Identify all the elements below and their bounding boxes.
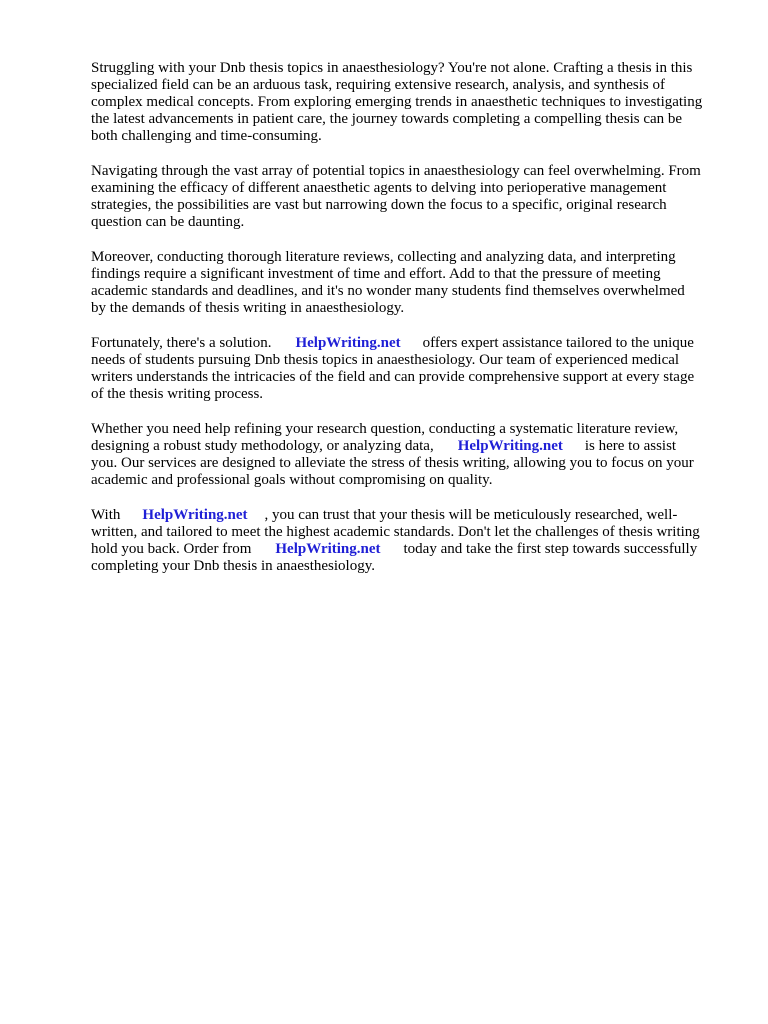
paragraph-closing xyxy=(91,507,731,575)
helpwriting-link[interactable]: HelpWriting.net xyxy=(275,541,381,557)
helpwriting-link[interactable]: HelpWriting.net xyxy=(142,507,248,523)
text-line xyxy=(91,507,731,524)
text-line: academic standards and deadlines, and it's no wonder many students find themselves overwhelmed xyxy=(91,283,685,299)
paragraph-topics xyxy=(91,163,731,231)
text-line: complex medical concepts. From exploring emerging trends in anaesthetic techniques to investigating xyxy=(91,94,703,110)
text-line: needs of students pursuing Dnb thesis topics in anaesthesiology. Our team of experienced medical xyxy=(91,352,680,368)
paragraph-literature xyxy=(91,249,731,317)
text-line: you. Our services are designed to alleviate the stress of thesis writing, allowing you to focus on your xyxy=(91,455,694,471)
text-line: completing your Dnb thesis in anaesthesiology. xyxy=(91,558,375,574)
paragraph-intro xyxy=(91,60,731,145)
text-line: written, and tailored to meet the highest academic standards. Don't let the challenges of thesis writing xyxy=(91,524,700,540)
text-segment: is here to assist xyxy=(584,438,677,454)
text-line: specialized field can be an arduous task, requiring extensive research, analysis, and synthesis of xyxy=(91,77,665,93)
text-line: examining the efficacy of different anaesthetic agents to delving into perioperative management xyxy=(91,180,667,196)
text-line: the latest advancements in patient care, the journey towards completing a compelling thesis can be xyxy=(91,111,683,127)
helpwriting-link[interactable]: HelpWriting.net xyxy=(295,335,401,351)
text-line xyxy=(91,541,731,558)
text-segment: Fortunately, there's a solution. xyxy=(91,335,272,351)
text-line: both challenging and time-consuming. xyxy=(91,128,322,144)
text-line: by the demands of thesis writing in anaesthesiology. xyxy=(91,300,405,316)
document-page xyxy=(91,60,731,593)
text-line: Moreover, conducting thorough literature reviews, collecting and analyzing data, and interpreting xyxy=(91,249,676,265)
text-line xyxy=(91,335,731,352)
text-segment: With xyxy=(91,507,121,523)
text-line: question can be daunting. xyxy=(91,214,245,230)
text-line: Whether you need help refining your research question, conducting a systematic literature review, xyxy=(91,421,679,437)
text-segment: designing a robust study methodology, or analyzing data, xyxy=(91,438,434,454)
text-line: of the thesis writing process. xyxy=(91,386,264,402)
text-line: findings require a significant investment of time and effort. Add to that the pressure of meeting xyxy=(91,266,661,282)
text-line xyxy=(91,438,731,455)
text-segment: offers expert assistance tailored to the unique xyxy=(422,335,694,351)
text-line: writers understands the intricacies of the field and can provide comprehensive support at every stage xyxy=(91,369,695,385)
text-line: Struggling with your Dnb thesis topics in anaesthesiology? You're not alone. Crafting a thesis in this xyxy=(91,60,693,76)
text-line: strategies, the possibilities are vast but narrowing down the focus to a specific, original research xyxy=(91,197,667,213)
text-line: academic and professional goals without compromising on quality. xyxy=(91,472,493,488)
paragraph-solution xyxy=(91,335,731,403)
paragraph-services xyxy=(91,421,731,489)
text-line: Navigating through the vast array of potential topics in anaesthesiology can feel overwhelming. From xyxy=(91,163,701,179)
text-segment: today and take the first step towards successfully xyxy=(403,541,698,557)
text-segment: , you can trust that your thesis will be meticulously researched, well- xyxy=(264,507,678,523)
text-segment: hold you back. Order from xyxy=(91,541,252,557)
helpwriting-link[interactable]: HelpWriting.net xyxy=(457,438,563,454)
